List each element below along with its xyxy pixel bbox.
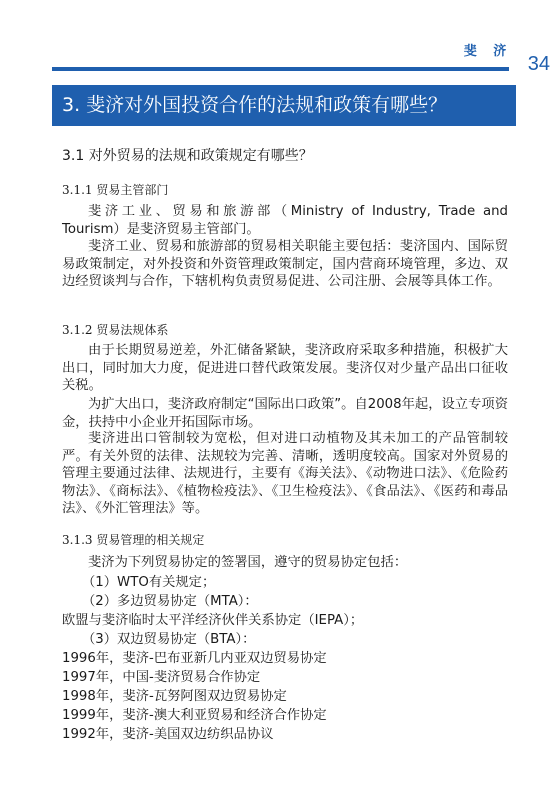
- paragraph: 斐济工业、贸易和旅游部的贸易相关职能主要包括：斐济国内、国际贸易政策制定，对外投资和外资管理政策制定，国内营商环境管理，多边、双边经贸谈判与合作，下辖机构负责贸易促进、公司注册、会展等具体工作。: [62, 239, 508, 289]
- list-item: 1992年，斐济-美国双边纺织品协议: [62, 727, 274, 742]
- list-item: （2）多边贸易协定（MTA）：: [82, 594, 258, 609]
- header-section-label: 斐 济: [463, 44, 513, 59]
- list-item: （3）双边贸易协定（BTA）：: [82, 632, 256, 647]
- list-item: 1999年，斐济-澳大利亚贸易和经济合作协定: [62, 708, 327, 723]
- list-item: 欧盟与斐济临时太平洋经济伙伴关系协定（IEPA）；: [62, 613, 364, 628]
- subsection-heading-3-1-3: 3.1.3 贸易管理的相关规定: [62, 533, 205, 547]
- page-number: 34: [527, 53, 550, 75]
- list-item: 1996年，斐济-巴布亚新几内亚双边贸易协定: [62, 651, 327, 666]
- section-heading-3-1: 3.1 对外贸易的法规和政策规定有哪些？: [62, 148, 313, 164]
- paragraph: 为扩大出口，斐济政府制定“国际出口政策”。自2008年起，设立专项资金，扶持中小企业开拓国际市场。: [62, 397, 508, 430]
- list-item: （1）WTO有关规定；: [82, 575, 216, 590]
- subsection-heading-3-1-2: 3.1.2 贸易法规体系: [62, 323, 169, 337]
- chapter-title: 3. 斐济对外国投资合作的法规和政策有哪些？: [52, 85, 516, 126]
- paragraph: 斐济工业、贸易和旅游部（Ministry of Industry, Trade and Tourism）是斐济贸易主管部门。: [62, 204, 508, 237]
- subsection-heading-3-1-1: 3.1.1 贸易主管部门: [62, 183, 169, 197]
- list-item: 1997年，中国-斐济贸易合作协定: [62, 670, 261, 685]
- list-item: 1998年，斐济-瓦努阿图双边贸易协定: [62, 689, 287, 704]
- paragraph: 由于长期贸易逆差，外汇储备紧缺，斐济政府采取多种措施，积极扩大出口，同时加大力度，促进进口替代政策发展。斐济仅对少量产品出口征收关税。: [62, 343, 508, 393]
- paragraph: 斐济进出口管制较为宽松，但对进口动植物及其未加工的产品管制较严。有关外贸的法律、法规较为完善、清晰，透明度较高。国家对外贸易的管理主要通过法律、法规进行，主要有《海关法》、《动物进口法》、《危险药物法》、《商标法》、《植物检疫法》、《卫生检疫法》、《食品法》、《医药和毒品法》、《外汇管理法》等。: [62, 431, 508, 516]
- agreement-list: [62, 573, 364, 744]
- header-rule: [52, 67, 509, 71]
- paragraph: 斐济为下列贸易协定的签署国，遵守的贸易协定包括：: [88, 555, 408, 570]
